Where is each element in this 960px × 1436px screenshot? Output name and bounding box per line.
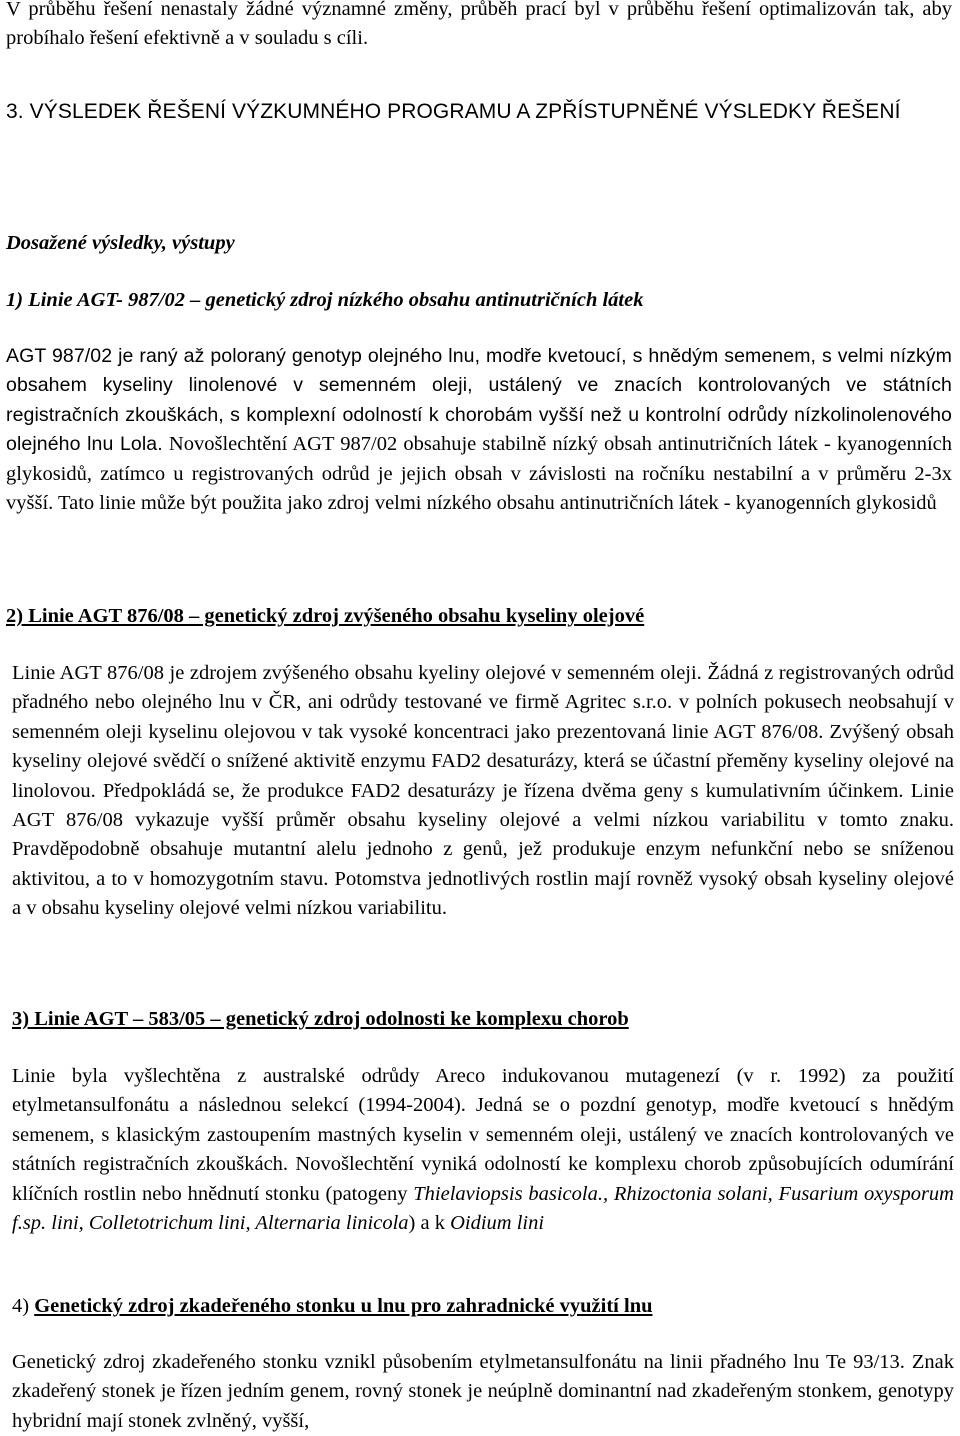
item-4-heading (12, 1292, 954, 1321)
section-3-title: VÝSLEDEK ŘEŠENÍ VÝZKUMNÉHO PROGRAMU A ZPŘÍSTUPNĚNÉ VÝSLEDKY ŘEŠENÍ (29, 100, 901, 123)
item-1-paragraph (6, 342, 952, 518)
intro-paragraph: V průběhu řešení nenastaly žádné významné změny, průběh prací byl v průběhu řešení optimalizován tak, aby probíhalo řešení efektivně a v souladu s cíli. (6, 0, 952, 50)
item-2-heading: 2) Linie AGT 876/08 – genetický zdroj zvýšeného obsahu kyseliny olejové (6, 605, 645, 627)
item-1-heading: 1) Linie AGT- 987/02 – genetický zdroj nízkého obsahu antinutričních látek (6, 289, 644, 311)
item-3-body-start: Linie byla vyšlechtěna z australské odrůdy Areco indukovanou mutagenezí (v r. 1992) za použití etylmetansulfonátu a následnou selekcí (1994-2004). Jedná se o pozdní genotyp, modře kvetoucí s hnědým semenem, s klasickým zastoupením mastných kyselin v semenném oleji, ustálený ve znacích kontrolovaných ve státních registračních zkouškách. Novošlechtění vyniká odolností ke komplexu chorob způsobujících odumírání klíčních rostlin nebo hnědnutí stonku (patogeny (12, 1065, 954, 1205)
item-3-last-pathogen: Oidium lini (450, 1212, 545, 1235)
section-3-number: 3. (6, 100, 24, 123)
item-4-title: Genetický zdroj zkadeřeného stonku u lnu pro zahradnické využití lnu (34, 1295, 653, 1317)
item-4-paragraph: Genetický zdroj zkadeřeného stonku vznikl působením etylmetansulfonátu na linii přadného lnu Te 93/13. Znak zkadeřený stonek je řízen jedním genem, rovný stonek je neúplně dominantní nad zkadeřeným stonkem, genotypy hybridní mají stonek zvlněný, vyšší, (12, 1351, 954, 1432)
item-1-body-serif: Novošlechtění AGT 987/02 obsahuje stabilně nízký obsah antinutričních látek - kyanogenních glykosidů, zatímco u registrovaných odrůd je jejich obsah v závislosti na ročníku nestabilní a v průměru 2-3x vyšší. Tato linie může být použita jako zdroj velmi nízkého obsahu antinutričních látek - kyanogenních glykosidů (6, 433, 953, 515)
item-3-paragraph (12, 1062, 954, 1238)
item-3-heading: 3) Linie AGT – 583/05 – genetický zdroj odolnosti ke komplexu chorob (12, 1008, 629, 1030)
item-3-pathogens: Thielaviopsis basicola., Rhizoctonia solani, Fusarium oxysporum f.sp. lini, Colletotrichum lini, Alternaria linicola (12, 1182, 954, 1235)
item-1-body-sans: AGT 987/02 je raný až poloraný genotyp olejného lnu, modře kvetoucí, s hnědým semenem, s velmi nízkým obsahem kyseliny linolenové v semenném oleji, ustálený ve znacích kontrolovaných ve státních registračních zkouškách, s komplexní odolností k chorobám vyšší než u kontrolní odrůdy nízkolinolenového olejného lnu Lola. (6, 345, 952, 456)
section-3-heading (6, 86, 952, 137)
results-heading: Dosažené výsledky, výstupy (6, 232, 235, 254)
item-2-paragraph: Linie AGT 876/08 je zdrojem zvýšeného obsahu kyeliny olejové v semenném oleji. Žádná z registrovaných odrůd přadného nebo olejného lnu v ČR, ani odrůdy testované ve firmě Agritec s.r.o. v polních pokusech neobsahují v semenném oleji kyselinu olejovou v tak vysoké koncentraci jako prezentovaná linie AGT 876/08. Zvýšený obsah kyseliny olejové svědčí o snížené aktivitě enzymu FAD2 desaturázy, která se účastní přeměny kyseliny olejové na linolovou. Předpokládá se, že produkce FAD2 desaturázy je řízena dvěma geny s kumulativním účinkem. Linie AGT 876/08 vykazuje vyšší průměr obsahu kyseliny olejové a velmi nízkou variabilitu v tomto znaku. Pravděpodobně obsahuje mutantní alelu jednoho z genů, jež produkuje enzym nefunkční nebo se sníženou aktivitou, a to v homozygotním stavu. Potomstva jednotlivých rostlin mají rovněž vysoký obsah kyseliny olejové a v obsahu kyseliny olejové velmi nízkou variabilitu. (12, 662, 954, 920)
item-4-number: 4) (12, 1295, 30, 1317)
item-3-body-mid: ) a k (408, 1212, 451, 1235)
